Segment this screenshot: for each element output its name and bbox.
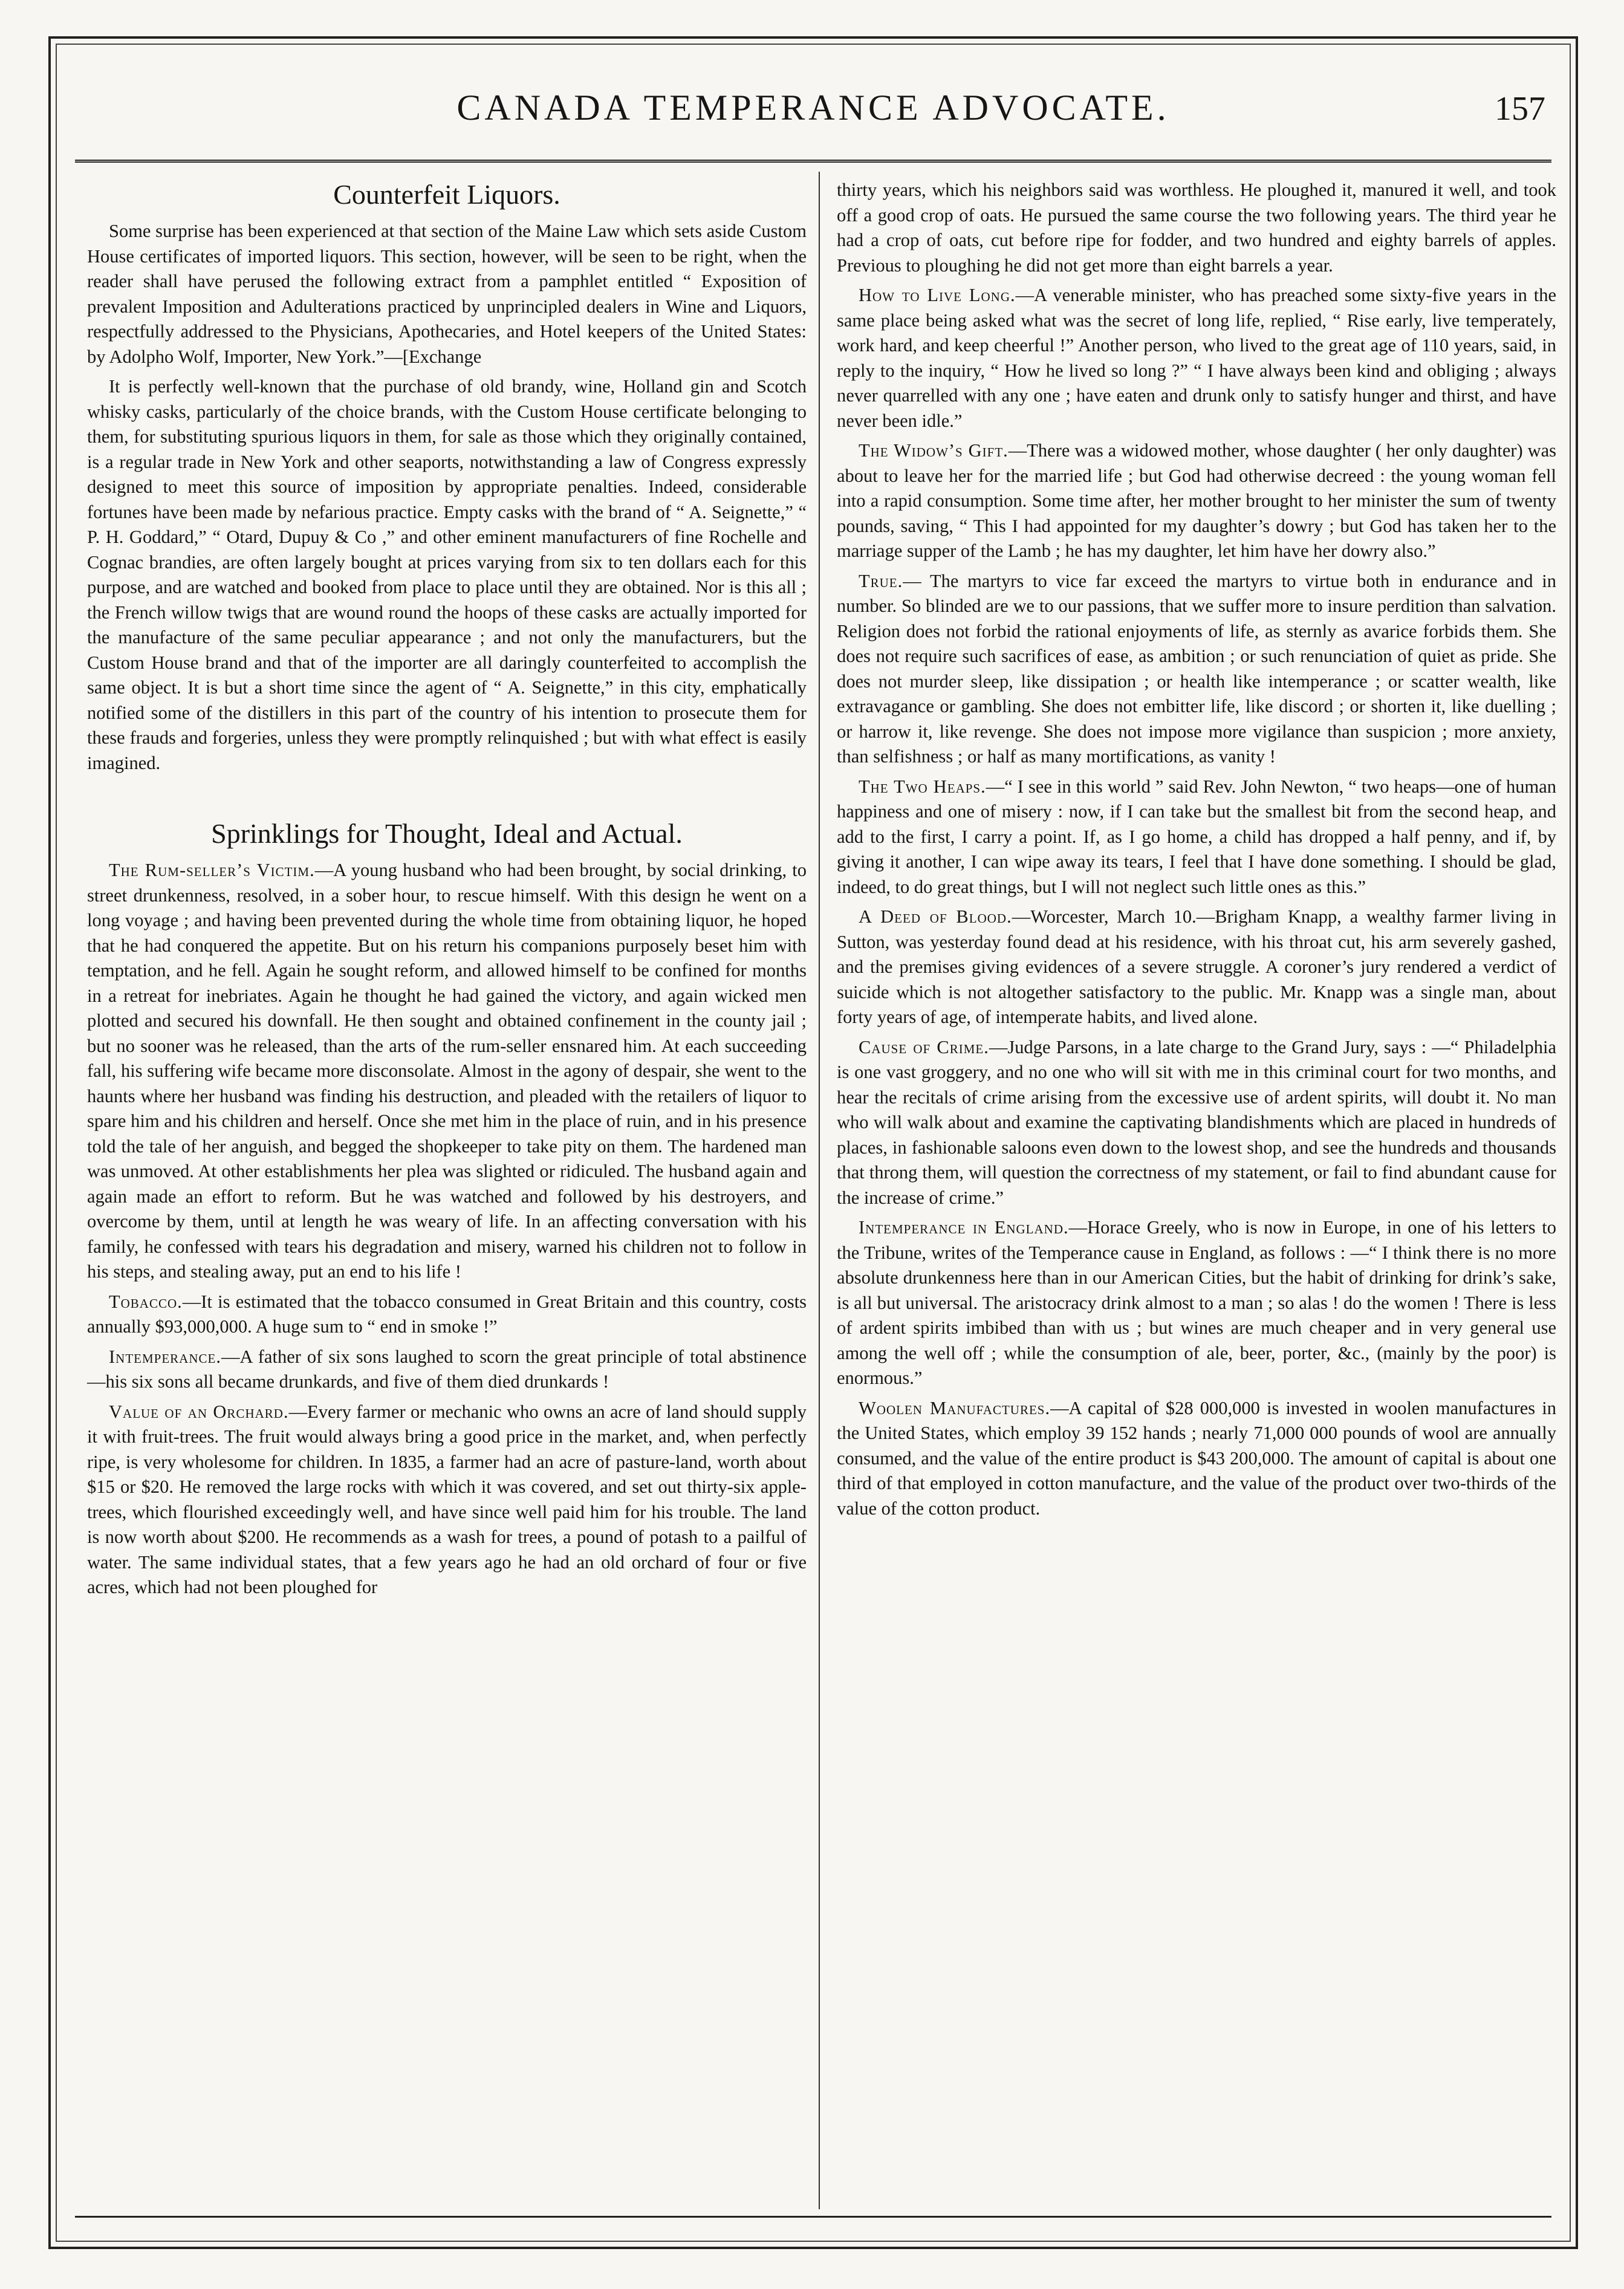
item-heading: The Two Heaps.: [859, 776, 986, 797]
item-body: —There was a widowed mother, whose daughter ( her only daughter) was about to leave her for the married life ; but God had otherwise decreed : the young woman fell into a rapid consumption. Some time after, her mother brought to her minister the sum of twenty pounds, saving, “ This I had appointed for my daughter’s dowry ; but God has taken her to the marriage supper of the Lamb ; he has my daughter, let him have her dowry also.”: [837, 440, 1557, 561]
publication-title: CANADA TEMPERANCE ADVOCATE.: [456, 88, 1170, 128]
item-body: —A father of six sons laughed to scorn the great principle of total abstinence—his six sons all became drunkards, and five of them died drunkards !: [87, 1346, 807, 1392]
right-column: [837, 178, 1556, 1526]
item-true: [837, 569, 1556, 770]
bottom-rule: [75, 2216, 1551, 2218]
item-deed-of-blood: [837, 904, 1556, 1030]
item-heading: True.: [859, 570, 903, 591]
item-body: —Worcester, March 10.—Brigham Knapp, a wealthy farmer living in Sutton, was yesterday found dead at his residence, with his throat cut, his arm severely gashed, and the premises giving evidences of a severe struggle. A coroner’s jury rendered a verdict of suicide which is not altogether satisfactory to the public. Mr. Knapp was a single man, about forty years of age, of intemperate habits, and lived alone.: [837, 906, 1556, 1027]
item-rum-seller-victim: [87, 858, 807, 1285]
item-heading: The Rum-seller’s Victim.: [109, 860, 315, 880]
item-intemperance-in-england: [837, 1215, 1556, 1391]
item-heading: Woolen Manufactures.: [859, 1397, 1051, 1418]
item-body: —Judge Parsons, in a late charge to the Grand Jury, says : —“ Philadelphia is one vast groggery, and no one who will sit with me in this criminal court for two months, and hear the recitals of crime arising from the excessive use of ardent spirits, will doubt it. No man who will walk about and examine the captivating blandishments which are placed in hundreds of places, in fashionable saloons even down to the lowest shop, and see the hundreds and thousands that throng them, will question the correctness of my statement, or fail to find abundant cause for the increase of crime.”: [837, 1036, 1557, 1208]
item-body: —A capital of $28 000,000 is invested in woolen manufactures in the United States, which employ 39 152 hands ; nearly 71,000 000 pounds of wool are annually consumed, and the value of the entire product is $43 200,000. The amount of capital is about one third of that employed in cotton manufacture, and the value of the product over two-thirds of the value of the cotton product.: [837, 1397, 1556, 1519]
left-column: [87, 178, 807, 1605]
item-heading: Intemperance in England.: [859, 1217, 1069, 1238]
item-heading: How to Live Long.: [859, 285, 1016, 305]
item-heading: Cause of Crime.: [859, 1036, 989, 1057]
item-heading: Tobacco.: [109, 1291, 183, 1312]
item-woolen-manufactures: [837, 1396, 1556, 1522]
item-body: —A young husband who had been brought, by social drinking, to street drunkenness, resolved, in a sober hour, to rescue himself. With this design he went on a long voyage ; and having been prevented during the whole time from obtaining liquor, he hoped that he had conquered the appetite. But on his return his companions purposely beset him with temptation, and he fell. Again he sought reform, and allowed himself to be confined for months in a retreat for inebriates. Again he thought he had gained the victory, and again wicked men plotted and secured his downfall. He then sought and obtained confinement in the county jail ; but no sooner was he released, than the arts of the rum-seller ensnared him. At each succeeding fall, his suffering wife became more disconsolate. Almost in the agony of despair, she went to the haunts where her husband was finding his destruction, and pleaded with the retailers of liquor to spare him and his children and herself. Once she met him in the place of ruin, and in his presence told the tale of her anguish, and begged the shopkeeper to take pity on them. The hardened man was unmoved. At other establishments her plea was slighted or ridiculed. The husband again and again made an effort to reform. But he was watched and followed by his destroyers, and overcome by them, until at length he was weary of life. In an affecting conversation with his family, he confessed with tears his degradation and misery, warned his children not to follow in his steps, and stealing away, put an end to his life !: [87, 860, 807, 1282]
item-cause-of-crime: [837, 1035, 1556, 1211]
item-heading: Intemperance.: [109, 1346, 221, 1367]
item-body: —A venerable minister, who has preached some sixty-five years in the same place being asked what was the secret of long life, replied, “ Rise early, live temperately, work hard, and keep cheerful !” Another person, who lived to the great age of 110 years, said, in reply to the inquiry, “ How he lived so long ?” “ I have always been kind and obliging ; always never quarrelled with any one ; have eaten and drunk only to satisfy hunger and thirst, and have never been idle.”: [837, 285, 1556, 431]
article-paragraph: It is perfectly well-known that the purchase of old brandy, wine, Holland gin and Scotch whisky casks, particularly of the choice brands, with the Custom House certificate belonging to them, for substituting spurious liquors in them, for sale as those which they originally contained, is a regular trade in New York and other seaports, notwithstanding a law of Congress expressly designed to meet this source of imposition by appropriate penalties. Indeed, considerable fortunes have been made by nefarious practice. Empty casks with the brand of “ A. Seignette,” “ P. H. Goddard,” “ Otard, Dupuy & Co ,” and other eminent manufacturers of fine Rochelle and Cognac brandies, are often largely bought at prices varying from six to ten dollars each for this purpose, and are watched and booked from place to place until they are obtained. Nor is this all ; the French willow twigs that are wound round the hoops of these casks are actually imported for the manufacture of the same peculiar appearance ; and not only the manufacturers, but the Custom House brand and that of the importer are all daringly counterfeited to accomplish the same object. It is but a short time since the agent of “ A. Seignette,” in this city, emphatically notified some of the distillers in this part of the country of his intention to prosecute them for these frauds and forgeries, unless they were promptly relinquished ; but with what effect is easily imagined.: [87, 376, 807, 773]
item-value-of-orchard: [87, 1400, 807, 1600]
newspaper-page: [48, 36, 1578, 2249]
item-heading: Value of an Orchard.: [109, 1401, 289, 1422]
item-heading: The Widow’s Gift.: [859, 440, 1009, 461]
page-number: 157: [1495, 90, 1545, 128]
masthead: [75, 81, 1551, 163]
item-tobacco: [87, 1290, 807, 1340]
item-heading: A Deed of Blood.: [859, 906, 1012, 927]
item-body: —It is estimated that the tobacco consumed in Great Britain and this country, costs annually $93,000,000. A huge sum to “ end in smoke !”: [87, 1291, 807, 1337]
item-widows-gift: [837, 438, 1556, 564]
item-orchard-continued: thirty years, which his neighbors said was worthless. He ploughed it, manured it well, and took off a good crop of oats. He pursued the same course the two following years. The third year he had a crop of oats, cut before ripe for fodder, and two hundred and eighty barrels of apples. Previous to ploughing he did not get more than eight barrels a year.: [837, 180, 1556, 276]
article-heading-sprinklings: Sprinklings for Thought, Ideal and Actual.: [211, 818, 683, 849]
item-two-heaps: [837, 774, 1556, 900]
item-body: — The martyrs to vice far exceed the martyrs to virtue both in endurance and in number. So blinded are we to our passions, that we suffer more to insure perdition than salvation. Religion does not forbid the rational enjoyments of life, as sternly as avarice forbids them. She does not require such sacrifices of ease, as ambition ; or such renunciation of quiet as pride. She does not murder sleep, like dissipation ; or health like intemperance ; or scatter wealth, like extravagance or gambling. She does not embitter life, like discord ; or shorten it, like duelling ; or harrow it, like revenge. She does not impose more vigilance than suspicion ; more anxiety, than selfishness ; or half as many mortifications, as vanity !: [837, 570, 1556, 767]
item-how-to-live-long: [837, 283, 1556, 433]
item-body: —Every farmer or mechanic who owns an acre of land should supply it with fruit-trees. The fruit would always bring a good price in the market, and, when perfectly ripe, is very wholesome for children. In 1835, a farmer had an acre of pasture-land, worth about $15 or $20. He removed the large rocks with which it was covered, and set out thirty-six apple-trees, which flourished exceedingly well, and have since well paid him for his trouble. The land is now worth about $200. He recommends as a wash for trees, a pound of potash to a pailful of water. The same individual states, that a few years ago he had an old orchard of four or five acres, which had not been ploughed for: [87, 1401, 807, 1597]
item-body: —Horace Greely, who is now in Europe, in one of his letters to the Tribune, writes of the Temperance cause in England, as follows : —“ I think there is no more absolute drunkenness here than in our American Cities, but the habit of drinking for drink’s sake, is all but universal. The aristocracy drink almost to a man ; so alas ! do the women ! There is less of ardent spirits imbibed than with us ; but wines are much cheaper and in very general use among the well off ; while the consumption of ale, beer, porter, &c., (mainly by the poor) is enormous.”: [837, 1217, 1557, 1388]
column-divider: [819, 172, 820, 2209]
item-intemperance: [87, 1345, 807, 1395]
item-body: —“ I see in this world ” said Rev. John Newton, “ two heaps—one of human happiness and one of misery : now, if I can take but the smallest bit from the second heap, and add to the first, I carry a point. If, as I go home, a child has dropped a half penny, and if, by giving it another, I can wipe away its tears, I feel that I have done something. I should be glad, indeed, to do great things, but I will not neglect such little ones as this.”: [837, 776, 1556, 897]
article-heading-counterfeit-liquors: Counterfeit Liquors.: [333, 179, 560, 210]
article-paragraph: Some surprise has been experienced at that section of the Maine Law which sets aside Custom House certificates of imported liquors. This section, however, will be seen to be right, when the reader shall have perused the following extract from a pamphlet entitled “ Exposition of prevalent Imposition and Adulterations practiced by unprincipled dealers in Wine and Liquors, respectfully addressed to the Physicians, Apothecaries, and Hotel keepers of the United States: by Adolpho Wolf, Importer, New York.”—[Exchange: [87, 221, 807, 367]
